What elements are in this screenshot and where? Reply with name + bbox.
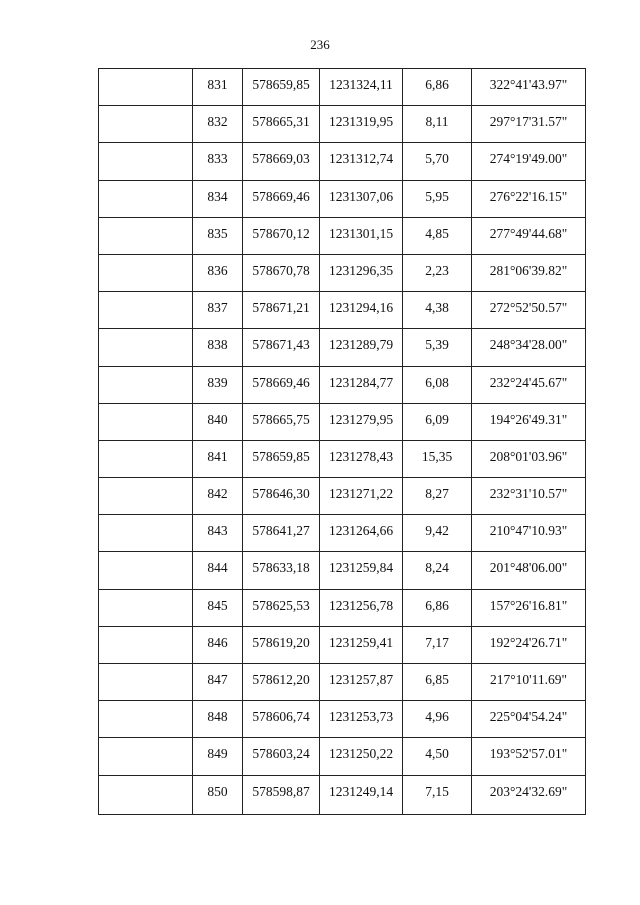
direction-angle-cell	[472, 143, 586, 180]
x-coordinate: 578612,20	[252, 672, 310, 687]
table-row	[99, 366, 586, 403]
y-coordinate-cell	[320, 106, 403, 143]
x-coordinate: 578665,31	[252, 114, 310, 130]
point-number-cell	[193, 440, 243, 477]
x-coordinate: 578603,24	[252, 746, 310, 762]
x-coordinate: 578625,53	[252, 597, 310, 613]
distance-cell	[403, 106, 472, 143]
y-coordinate: 1231289,79	[328, 337, 394, 353]
empty-cell	[99, 403, 193, 440]
point-number-cell	[193, 217, 243, 254]
point-number: 832	[207, 114, 228, 130]
empty-cell	[99, 292, 193, 329]
table-row	[99, 69, 586, 106]
empty-cell	[99, 701, 193, 738]
y-coordinate: 1231284,77	[328, 374, 394, 390]
empty-cell	[99, 69, 193, 106]
direction-angle-cell	[472, 217, 586, 254]
y-coordinate-cell	[320, 701, 403, 738]
x-coordinate: 578659,85	[252, 77, 310, 92]
y-coordinate: 1231296,35	[328, 262, 394, 278]
y-coordinate-cell	[320, 403, 403, 440]
x-coordinate-cell	[243, 254, 320, 291]
x-coordinate-cell	[243, 515, 320, 552]
y-coordinate: 1231259,84	[328, 560, 394, 576]
empty-cell	[99, 626, 193, 663]
x-coordinate-cell	[243, 440, 320, 477]
y-coordinate-cell	[320, 552, 403, 589]
direction-angle: 297°17'31.57"	[489, 114, 568, 130]
x-coordinate-cell	[243, 664, 320, 701]
y-coordinate-cell	[320, 143, 403, 180]
y-coordinate-cell	[320, 217, 403, 254]
point-number-cell	[193, 366, 243, 403]
empty-cell	[99, 738, 193, 775]
direction-angle-cell	[472, 701, 586, 738]
direction-angle-cell	[472, 69, 586, 106]
point-number-cell	[193, 626, 243, 663]
table-row	[99, 515, 586, 552]
direction-angle: 272°52'50.57"	[489, 300, 568, 316]
table-body	[99, 69, 586, 815]
empty-cell	[99, 515, 193, 552]
distance-cell	[403, 664, 472, 701]
x-coordinate: 578671,21	[252, 300, 310, 316]
empty-cell	[99, 143, 193, 180]
direction-angle: 208°01'03.96"	[489, 448, 568, 464]
point-number-cell	[193, 589, 243, 626]
distance-cell	[403, 292, 472, 329]
x-coordinate: 578669,03	[252, 151, 310, 167]
y-coordinate-cell	[320, 366, 403, 403]
distance: 2,23	[425, 262, 449, 278]
distance: 15,35	[421, 448, 453, 464]
point-number: 842	[207, 486, 228, 502]
direction-angle: 193°52'57.01"	[489, 746, 568, 762]
x-coordinate-cell	[243, 292, 320, 329]
direction-angle-cell	[472, 106, 586, 143]
table-row	[99, 143, 586, 180]
point-number: 838	[207, 337, 228, 353]
x-coordinate: 578646,30	[252, 486, 310, 502]
empty-cell	[99, 254, 193, 291]
y-coordinate: 1231256,78	[328, 597, 394, 613]
point-number: 841	[207, 448, 228, 464]
point-number-cell	[193, 69, 243, 106]
x-coordinate: 578619,20	[252, 634, 310, 650]
table-row	[99, 403, 586, 440]
direction-angle: 192°24'26.71"	[489, 634, 568, 650]
empty-cell	[99, 329, 193, 366]
distance-cell	[403, 366, 472, 403]
y-coordinate-cell	[320, 254, 403, 291]
point-number: 833	[207, 151, 228, 167]
x-coordinate: 578671,43	[252, 337, 310, 353]
direction-angle-cell	[472, 366, 586, 403]
distance: 5,39	[425, 337, 449, 353]
table-row	[99, 217, 586, 254]
y-coordinate-cell	[320, 440, 403, 477]
distance: 6,85	[425, 672, 449, 687]
distance-cell	[403, 69, 472, 106]
y-coordinate: 1231301,15	[328, 225, 394, 241]
y-coordinate: 1231264,66	[328, 523, 394, 539]
distance: 6,86	[425, 77, 449, 92]
table-row	[99, 254, 586, 291]
x-coordinate-cell	[243, 106, 320, 143]
x-coordinate: 578606,74	[252, 709, 310, 725]
distance: 5,70	[425, 151, 449, 167]
distance: 9,42	[425, 523, 449, 539]
distance: 4,85	[425, 225, 449, 241]
point-number-cell	[193, 329, 243, 366]
distance-cell	[403, 180, 472, 217]
x-coordinate: 578670,12	[252, 225, 310, 241]
table-row	[99, 626, 586, 663]
direction-angle-cell	[472, 515, 586, 552]
direction-angle: 203°24'32.69"	[489, 783, 568, 799]
table-row	[99, 478, 586, 515]
direction-angle-cell	[472, 775, 586, 814]
x-coordinate-cell	[243, 69, 320, 106]
distance-cell	[403, 254, 472, 291]
y-coordinate-cell	[320, 626, 403, 663]
point-number: 837	[207, 300, 228, 316]
x-coordinate: 578665,75	[252, 411, 310, 427]
y-coordinate-cell	[320, 180, 403, 217]
direction-angle: 225°04'54.24"	[489, 709, 568, 725]
y-coordinate-cell	[320, 738, 403, 775]
distance-cell	[403, 217, 472, 254]
direction-angle: 281°06'39.82"	[489, 262, 568, 278]
coordinates-table	[98, 68, 586, 815]
table-row	[99, 440, 586, 477]
empty-cell	[99, 478, 193, 515]
y-coordinate-cell	[320, 664, 403, 701]
point-number-cell	[193, 552, 243, 589]
point-number-cell	[193, 403, 243, 440]
y-coordinate: 1231259,41	[328, 634, 394, 650]
point-number: 847	[207, 672, 228, 687]
x-coordinate: 578598,87	[252, 783, 310, 799]
empty-cell	[99, 180, 193, 217]
x-coordinate: 578659,85	[252, 448, 310, 464]
distance-cell	[403, 440, 472, 477]
x-coordinate-cell	[243, 217, 320, 254]
x-coordinate: 578633,18	[252, 560, 310, 576]
distance-cell	[403, 143, 472, 180]
x-coordinate: 578669,46	[252, 374, 310, 390]
table-row	[99, 180, 586, 217]
point-number: 846	[207, 634, 228, 650]
x-coordinate: 578669,46	[252, 188, 310, 204]
y-coordinate: 1231294,16	[328, 300, 394, 316]
distance-cell	[403, 478, 472, 515]
y-coordinate: 1231271,22	[328, 486, 394, 502]
y-coordinate: 1231319,95	[328, 114, 394, 130]
direction-angle: 322°41'43.97"	[489, 77, 568, 92]
point-number: 839	[207, 374, 228, 390]
empty-cell	[99, 366, 193, 403]
empty-cell	[99, 775, 193, 814]
x-coordinate-cell	[243, 626, 320, 663]
distance-cell	[403, 738, 472, 775]
distance-cell	[403, 626, 472, 663]
table-row	[99, 552, 586, 589]
point-number-cell	[193, 738, 243, 775]
empty-cell	[99, 440, 193, 477]
distance: 6,09	[425, 411, 449, 427]
y-coordinate-cell	[320, 775, 403, 814]
y-coordinate: 1231324,11	[329, 77, 393, 92]
point-number-cell	[193, 254, 243, 291]
page-number: 236	[310, 37, 330, 52]
distance: 4,96	[425, 709, 449, 725]
distance: 4,38	[425, 300, 449, 316]
point-number: 834	[207, 188, 228, 204]
table-row	[99, 738, 586, 775]
point-number: 835	[207, 225, 228, 241]
empty-cell	[99, 106, 193, 143]
distance: 4,50	[425, 746, 449, 762]
point-number: 845	[207, 597, 228, 613]
empty-cell	[99, 589, 193, 626]
distance: 6,08	[425, 374, 449, 390]
distance: 8,27	[425, 486, 449, 502]
direction-angle-cell	[472, 403, 586, 440]
x-coordinate-cell	[243, 738, 320, 775]
distance: 8,24	[425, 560, 449, 576]
direction-angle: 210°47'10.93"	[489, 523, 568, 539]
direction-angle-cell	[472, 329, 586, 366]
direction-angle-cell	[472, 664, 586, 701]
distance-cell	[403, 589, 472, 626]
point-number: 844	[207, 560, 228, 576]
direction-angle: 232°24'45.67"	[489, 374, 568, 390]
direction-angle: 194°26'49.31"	[489, 411, 568, 427]
point-number: 843	[207, 523, 228, 539]
y-coordinate: 1231250,22	[328, 746, 394, 762]
point-number-cell	[193, 515, 243, 552]
direction-angle-cell	[472, 589, 586, 626]
y-coordinate-cell	[320, 589, 403, 626]
direction-angle: 248°34'28.00"	[489, 337, 568, 353]
distance-cell	[403, 552, 472, 589]
x-coordinate-cell	[243, 329, 320, 366]
direction-angle: 157°26'16.81"	[489, 597, 568, 613]
table-row	[99, 329, 586, 366]
point-number-cell	[193, 664, 243, 701]
y-coordinate: 1231278,43	[328, 448, 394, 464]
direction-angle-cell	[472, 552, 586, 589]
distance-cell	[403, 515, 472, 552]
y-coordinate-cell	[320, 329, 403, 366]
direction-angle: 276°22'16.15"	[489, 188, 568, 204]
x-coordinate-cell	[243, 403, 320, 440]
y-coordinate: 1231307,06	[328, 188, 394, 204]
point-number: 848	[207, 709, 228, 725]
empty-cell	[99, 552, 193, 589]
y-coordinate: 1231257,87	[328, 672, 394, 687]
distance-cell	[403, 701, 472, 738]
table-row	[99, 701, 586, 738]
x-coordinate-cell	[243, 478, 320, 515]
direction-angle: 277°49'44.68"	[489, 225, 568, 241]
y-coordinate-cell	[320, 515, 403, 552]
table-row	[99, 664, 586, 701]
direction-angle: 232°31'10.57"	[489, 486, 568, 502]
x-coordinate-cell	[243, 552, 320, 589]
x-coordinate-cell	[243, 180, 320, 217]
distance: 6,86	[425, 597, 449, 613]
distance: 8,11	[425, 114, 449, 130]
y-coordinate-cell	[320, 292, 403, 329]
x-coordinate-cell	[243, 701, 320, 738]
point-number-cell	[193, 775, 243, 814]
direction-angle-cell	[472, 180, 586, 217]
direction-angle-cell	[472, 738, 586, 775]
point-number-cell	[193, 292, 243, 329]
y-coordinate: 1231253,73	[328, 709, 394, 725]
point-number: 849	[207, 746, 228, 762]
y-coordinate: 1231249,14	[328, 783, 394, 799]
direction-angle-cell	[472, 440, 586, 477]
point-number-cell	[193, 143, 243, 180]
distance-cell	[403, 329, 472, 366]
direction-angle: 274°19'49.00"	[489, 151, 568, 167]
point-number-cell	[193, 180, 243, 217]
point-number-cell	[193, 106, 243, 143]
y-coordinate: 1231312,74	[328, 151, 394, 167]
point-number-cell	[193, 701, 243, 738]
point-number: 836	[207, 262, 228, 278]
distance-cell	[403, 775, 472, 814]
empty-cell	[99, 217, 193, 254]
point-number: 850	[207, 783, 228, 799]
x-coordinate-cell	[243, 589, 320, 626]
table-row	[99, 775, 586, 814]
table-row	[99, 106, 586, 143]
y-coordinate-cell	[320, 478, 403, 515]
x-coordinate: 578641,27	[252, 523, 310, 539]
distance: 7,15	[425, 783, 449, 799]
direction-angle: 217°10'11.69"	[490, 672, 567, 687]
point-number-cell	[193, 478, 243, 515]
direction-angle-cell	[472, 254, 586, 291]
empty-cell	[99, 664, 193, 701]
table-row	[99, 292, 586, 329]
direction-angle-cell	[472, 478, 586, 515]
x-coordinate-cell	[243, 143, 320, 180]
point-number: 840	[207, 411, 228, 427]
x-coordinate-cell	[243, 775, 320, 814]
y-coordinate: 1231279,95	[328, 411, 394, 427]
y-coordinate-cell	[320, 69, 403, 106]
x-coordinate-cell	[243, 366, 320, 403]
direction-angle-cell	[472, 292, 586, 329]
table-row	[99, 589, 586, 626]
direction-angle-cell	[472, 626, 586, 663]
point-number: 831	[207, 77, 228, 92]
x-coordinate: 578670,78	[252, 262, 310, 278]
distance-cell	[403, 403, 472, 440]
direction-angle: 201°48'06.00"	[489, 560, 568, 576]
distance: 5,95	[425, 188, 449, 204]
distance: 7,17	[425, 634, 449, 650]
